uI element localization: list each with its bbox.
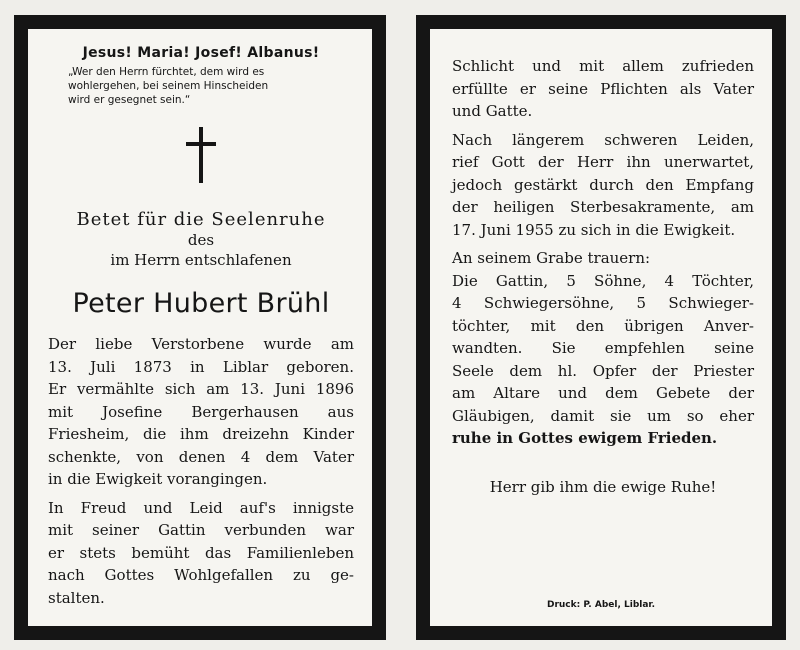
text-line: mit seiner Gattin verbunden war [48, 521, 354, 539]
biography-paragraph-2 [48, 497, 354, 610]
text-line: in die Ewigkeit vorangingen. [48, 470, 268, 488]
text-line: am Altare und dem Gebete der [452, 384, 754, 402]
invocation-title: Jesus! Maria! Josef! Albanus! [82, 45, 320, 61]
text-line: mit Josefine Bergerhausen aus [48, 402, 354, 421]
closing-line-bold: ruhe in Gottes ewigem Frieden. [452, 429, 718, 447]
mourners-paragraph [452, 247, 754, 450]
text-line: jedoch gestärkt durch den Empfang [452, 175, 754, 194]
text-line: nach Gottes Wohlgefallen zu ge- [48, 566, 354, 584]
death-paragraph [452, 129, 754, 242]
memorial-card-right-panel [416, 15, 786, 640]
prayer-article: des [187, 231, 215, 249]
left-panel-content [28, 29, 372, 626]
text-line: und Gatte. [452, 102, 533, 120]
text-line: An seinem Grabe trauern: [452, 249, 651, 267]
text-line: Seele dem hl. Opfer der Priester [452, 361, 754, 380]
scripture-line: wohlergehen, bei seinem Hinscheiden [68, 80, 269, 92]
text-line: schenkte, von denen 4 dem Vater [48, 447, 354, 466]
duties-paragraph [452, 55, 754, 123]
text-line: 4 Schwiegersöhne, 5 Schwieger- [452, 294, 754, 312]
prayer-request: Betet für die Seelenruhe [76, 209, 326, 230]
cross-icon [186, 127, 216, 183]
prayer-subline: im Herrn entschlafenen [110, 251, 292, 269]
text-line: In Freud und Leid auf's innigste [48, 498, 354, 517]
printer-credit: Druck: P. Abel, Liblar. [546, 600, 655, 610]
scripture-line: wird er gesegnet sein.“ [68, 94, 191, 106]
text-line: Nach längerem schweren Leiden, [452, 130, 754, 149]
cross-icon-container [48, 127, 354, 197]
text-line: 17. Juni 1955 zu sich in die Ewigkeit. [452, 220, 736, 239]
text-line: töchter, mit den übrigen Anver- [452, 316, 754, 335]
blessing-line: Herr gib ihm die ewige Ruhe! [489, 477, 717, 496]
scripture-line: „Wer den Herrn fürchtet, dem wird es [68, 66, 265, 78]
text-line: 13. Juli 1873 in Liblar geboren. [48, 357, 354, 376]
text-line: Schlicht und mit allem zufrieden [452, 57, 754, 75]
right-panel-content [430, 29, 772, 626]
text-line: wandten. Sie empfehlen seine [452, 339, 754, 357]
text-line: Er vermählte sich am 13. Juni 1896 [48, 380, 354, 398]
text-line: Der liebe Verstorbene wurde am [48, 335, 354, 353]
memorial-card-left-panel [14, 15, 386, 640]
text-line: Friesheim, die ihm dreizehn Kinder [48, 425, 354, 443]
text-line: Gläubigen, damit sie um so eher [452, 406, 754, 425]
text-line: er stets bemüht das Familienleben [48, 543, 354, 562]
text-line: der heiligen Sterbesakramente, am [452, 198, 754, 216]
text-line: Die Gattin, 5 Söhne, 4 Töchter, [452, 271, 754, 290]
deceased-name: Peter Hubert Brühl [72, 288, 330, 319]
text-line: stalten. [48, 588, 105, 607]
text-line: rief Gott der Herr ihn unerwartet, [452, 153, 754, 171]
text-line: erfüllte er seine Pflichten als Vater [452, 79, 754, 98]
biography-paragraph-1 [48, 333, 354, 491]
scripture-quote [68, 65, 354, 107]
